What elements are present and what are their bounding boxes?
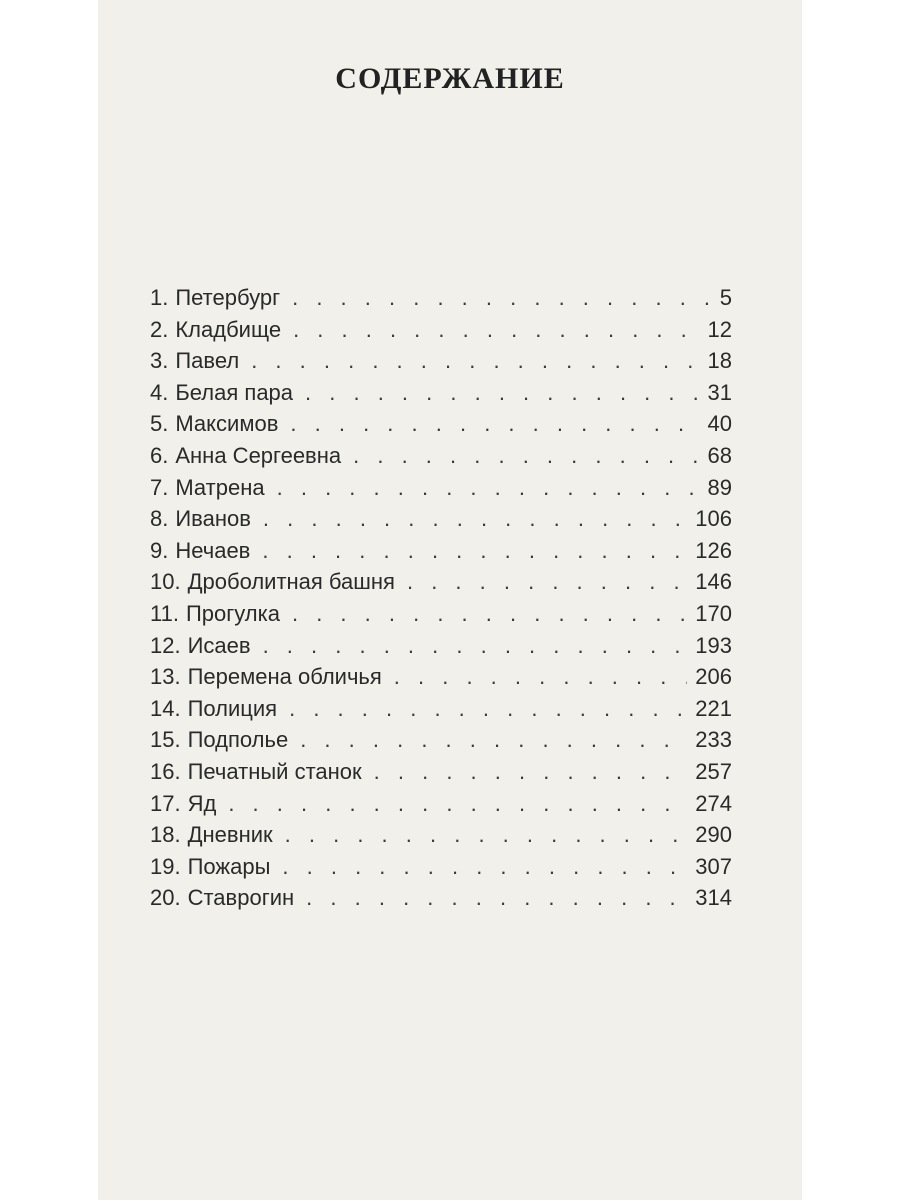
- page-number: 40: [707, 411, 732, 437]
- chapter-title: Анна Сергеевна: [175, 442, 342, 468]
- toc-entry: [150, 661, 732, 693]
- toc-entry: [150, 882, 732, 914]
- page-number: 290: [695, 822, 732, 848]
- toc-entry: [150, 630, 732, 662]
- chapter-number: 6.: [150, 442, 169, 468]
- chapter-number: 3.: [150, 348, 169, 374]
- table-of-contents: [150, 282, 732, 914]
- toc-entry: [150, 377, 732, 409]
- toc-entry: [150, 440, 732, 472]
- chapter-number: 4.: [150, 379, 169, 405]
- toc-entry: [150, 724, 732, 756]
- chapter-title: Яд: [187, 790, 217, 816]
- toc-entry: [150, 851, 732, 883]
- chapter-number: 17.: [150, 790, 181, 816]
- chapter-title: Дроболитная башня: [187, 569, 395, 595]
- chapter-number: 9.: [150, 537, 169, 563]
- dot-leader: [306, 882, 687, 914]
- chapter-title: Матрена: [175, 474, 265, 500]
- chapter-number: 15.: [150, 727, 181, 753]
- chapter-number: 1.: [150, 285, 169, 310]
- page-number: 89: [707, 474, 732, 500]
- dot-leader: [293, 314, 699, 346]
- dot-leader: [228, 788, 687, 820]
- chapter-number: 5.: [150, 411, 169, 437]
- chapter-title: Подполье: [187, 727, 289, 753]
- dot-leader: [290, 408, 699, 440]
- chapter-title: Ставрогин: [187, 885, 295, 911]
- chapter-title: Полиция: [187, 695, 278, 721]
- toc-entry: [150, 598, 732, 630]
- chapter-title: Иванов: [175, 506, 251, 532]
- page-number: 314: [695, 885, 732, 911]
- dot-leader: [285, 819, 688, 851]
- page-number: 221: [695, 695, 732, 721]
- page-number: 170: [695, 600, 732, 626]
- toc-entry: [150, 756, 732, 788]
- dot-leader: [353, 440, 699, 472]
- chapter-title: Белая пара: [175, 379, 294, 405]
- toc-entry: [150, 535, 732, 567]
- dot-leader: [374, 756, 688, 788]
- page-number: 18: [707, 348, 732, 374]
- toc-entry: [150, 693, 732, 725]
- dot-leader: [300, 724, 687, 756]
- chapter-number: 11.: [150, 600, 179, 626]
- page-number: 12: [707, 316, 732, 342]
- page-number: 146: [695, 569, 732, 595]
- chapter-number: 10.: [150, 569, 181, 595]
- chapter-title: Исаев: [187, 632, 251, 658]
- toc-entry: [150, 314, 732, 346]
- chapter-number: 12.: [150, 632, 181, 658]
- page-number: 206: [695, 664, 732, 690]
- toc-entry: [150, 788, 732, 820]
- dot-leader: [263, 503, 687, 535]
- chapter-number: 7.: [150, 474, 169, 500]
- page-number: 257: [695, 758, 732, 784]
- chapter-number: 8.: [150, 506, 169, 532]
- chapter-number: 14.: [150, 695, 181, 721]
- dot-leader: [292, 282, 712, 314]
- dot-leader: [407, 566, 687, 598]
- chapter-number: 20.: [150, 885, 181, 911]
- dot-leader: [292, 598, 687, 630]
- toc-entry: [150, 408, 732, 440]
- chapter-title: Прогулка: [185, 600, 280, 626]
- page-number: 307: [695, 853, 732, 879]
- chapter-number: 19.: [150, 853, 181, 879]
- page-number: 31: [707, 379, 732, 405]
- dot-leader: [262, 535, 687, 567]
- dot-leader: [394, 661, 688, 693]
- page-number: 68: [707, 442, 732, 468]
- dot-leader: [282, 851, 687, 883]
- page-number: 274: [695, 790, 732, 816]
- dot-leader: [277, 472, 700, 504]
- dot-leader: [289, 693, 687, 725]
- page-number: 233: [695, 727, 732, 753]
- page-number: 5: [719, 285, 732, 310]
- toc-entry: [150, 503, 732, 535]
- chapter-title: Нечаев: [175, 537, 251, 563]
- dot-leader: [251, 345, 699, 377]
- toc-entry: [150, 566, 732, 598]
- toc-entry: [150, 345, 732, 377]
- chapter-title: Кладбище: [175, 316, 282, 342]
- dot-leader: [263, 630, 688, 662]
- chapter-number: 18.: [150, 822, 181, 848]
- page-title: СОДЕРЖАНИЕ: [335, 62, 565, 95]
- chapter-title: Максимов: [175, 411, 279, 437]
- page-number: 126: [695, 537, 732, 563]
- toc-entry: [150, 472, 732, 504]
- chapter-title: Дневник: [187, 822, 273, 848]
- chapter-title: Перемена обличья: [187, 664, 382, 690]
- chapter-title: Печатный станок: [187, 758, 362, 784]
- chapter-title: Пожары: [187, 853, 271, 879]
- chapter-title: Петербург: [175, 285, 281, 310]
- book-page: [98, 0, 802, 1200]
- dot-leader: [305, 377, 699, 409]
- chapter-number: 13.: [150, 664, 181, 690]
- toc-entry: [150, 282, 732, 314]
- chapter-title: Павел: [175, 348, 240, 374]
- page-number: 106: [695, 506, 732, 532]
- page-number: 193: [695, 632, 732, 658]
- chapter-number: 2.: [150, 316, 169, 342]
- toc-entry: [150, 819, 732, 851]
- chapter-number: 16.: [150, 758, 181, 784]
